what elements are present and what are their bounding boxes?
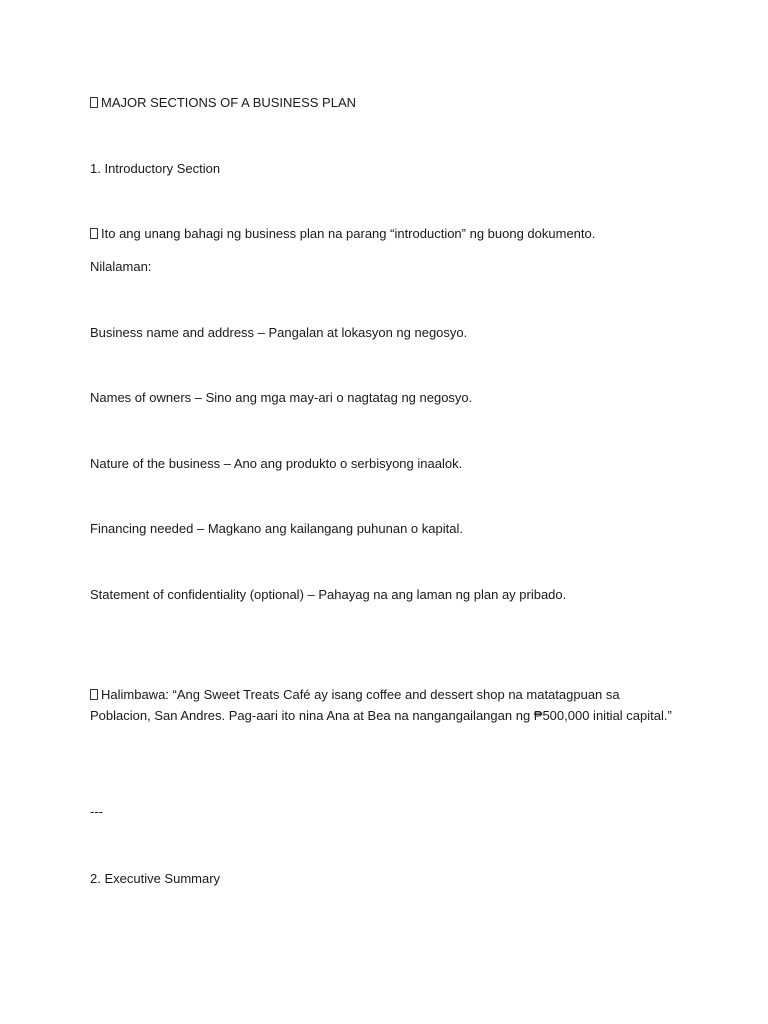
list-item-financing: Financing needed – Magkano ang kailangang puhunan o kapital. (90, 521, 463, 536)
section-2-title: 2. Executive Summary (90, 871, 221, 886)
contents-label: Nilalaman: (90, 259, 152, 274)
list-item-business-name: Business name and address – Pangalan at lokasyon ng negosyo. (90, 325, 468, 340)
list-item-confidentiality: Statement of confidentiality (optional) – Pahayag na ang laman ng plan ay pribado. (90, 587, 567, 602)
heading-text: MAJOR SECTIONS OF A BUSINESS PLAN (101, 95, 357, 110)
missing-glyph-icon (90, 689, 98, 700)
example-text: Halimbawa: “Ang Sweet Treats Café ay isang coffee and dessert shop na matatagpuan sa Poblacion, San Andres. Pag-aari ito nina Ana at Bea na nangangailangan ng ₱500,000 initial capital.” (90, 687, 672, 723)
list-item-nature: Nature of the business – Ano ang produkto o serbisyong inaalok. (90, 456, 463, 471)
intro-text: Ito ang unang bahagi ng business plan na parang “introduction” ng buong dokumento. (101, 226, 596, 241)
document-heading (90, 92, 680, 113)
separator: --- (90, 804, 103, 819)
section-1-title: 1. Introductory Section (90, 161, 221, 176)
intro-paragraph (90, 223, 680, 244)
missing-glyph-icon (90, 97, 98, 108)
list-item-owners: Names of owners – Sino ang mga may-ari o nagtatag ng negosyo. (90, 390, 473, 405)
missing-glyph-icon (90, 228, 98, 239)
example-paragraph (90, 684, 680, 726)
